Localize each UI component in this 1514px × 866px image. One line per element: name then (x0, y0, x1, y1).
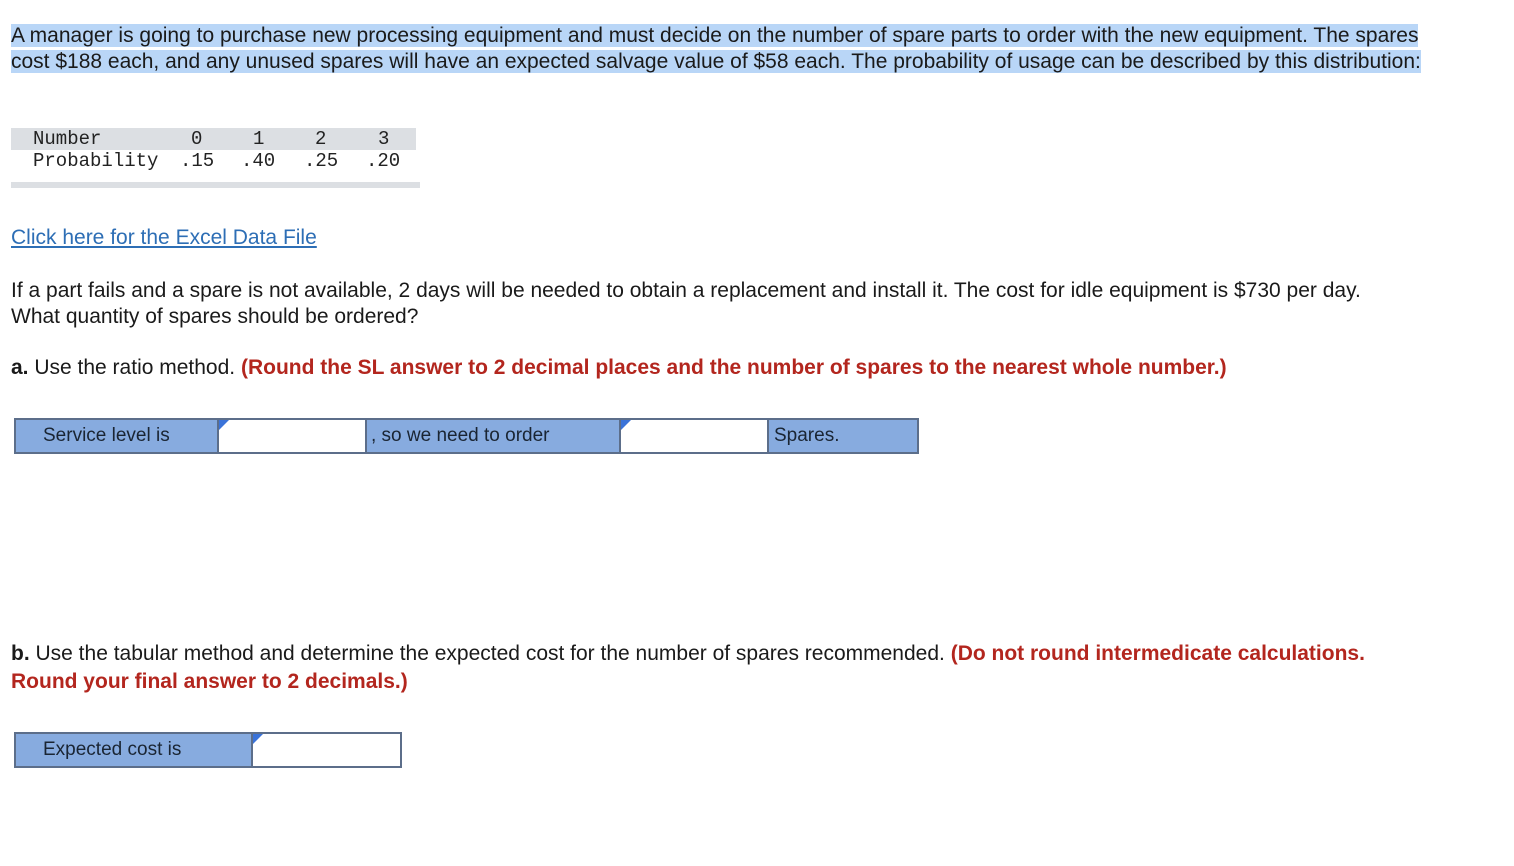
part-b-prompt (11, 640, 1411, 696)
probability-cell: .25 (304, 150, 339, 172)
part-a-instruction: (Round the SL answer to 2 decimal places and the number of spares to the nearest whole number.) (240, 356, 1227, 379)
part-b-letter: b. (11, 642, 30, 665)
expected-cost-input[interactable] (253, 734, 400, 766)
problem-question: If a part fails and a spare is not available, 2 days will be needed to obtain a replacement and install it. The cost for idle equipment is $730 per day. What quantity of spares should be ordered? (11, 279, 1361, 328)
service-level-label: Service level is (16, 420, 217, 452)
number-row-label: Number (33, 128, 102, 150)
number-cell: 0 (191, 128, 203, 150)
service-level-input-cell (217, 420, 367, 452)
number-cell: 2 (315, 128, 327, 150)
probability-cell: .20 (366, 150, 401, 172)
part-a-text: Use the ratio method. (28, 356, 241, 379)
part-a-letter: a. (11, 356, 29, 379)
spares-label: Spares. (769, 420, 917, 452)
part-b-instruction: (Do not round intermedicate calculations. Round your final answer to 2 decimals.) (11, 642, 1365, 693)
part-a-prompt (11, 354, 1411, 382)
problem-intro (11, 23, 1421, 75)
part-a-answer-row (14, 418, 919, 454)
probability-distribution-table (11, 128, 420, 190)
spares-input-cell (619, 420, 769, 452)
service-level-input[interactable] (219, 420, 365, 452)
expected-cost-label: Expected cost is (16, 734, 251, 766)
problem-intro-text: A manager is going to purchase new processing equipment and must decide on the number of spare parts to order with the new equipment. The spares cost $188 each, and any unused spares will have an expected salvage value of $58 each. The probability of usage can be described by this distribution: (11, 24, 1421, 73)
excel-data-file-link[interactable]: Click here for the Excel Data File (11, 226, 317, 249)
probability-cell: .15 (180, 150, 215, 172)
number-cell: 1 (253, 128, 265, 150)
spares-input[interactable] (621, 420, 767, 452)
part-b-text: Use the tabular method and determine the expected cost for the number of spares recommended. (29, 642, 951, 665)
expected-cost-input-cell (251, 734, 400, 766)
part-b-answer-row (14, 732, 402, 768)
probability-cell: .40 (241, 150, 276, 172)
table-bottom-band (11, 182, 420, 188)
order-middle-label: , so we need to order (367, 420, 619, 452)
number-cell: 3 (378, 128, 390, 150)
probability-row-label: Probability (33, 150, 159, 172)
